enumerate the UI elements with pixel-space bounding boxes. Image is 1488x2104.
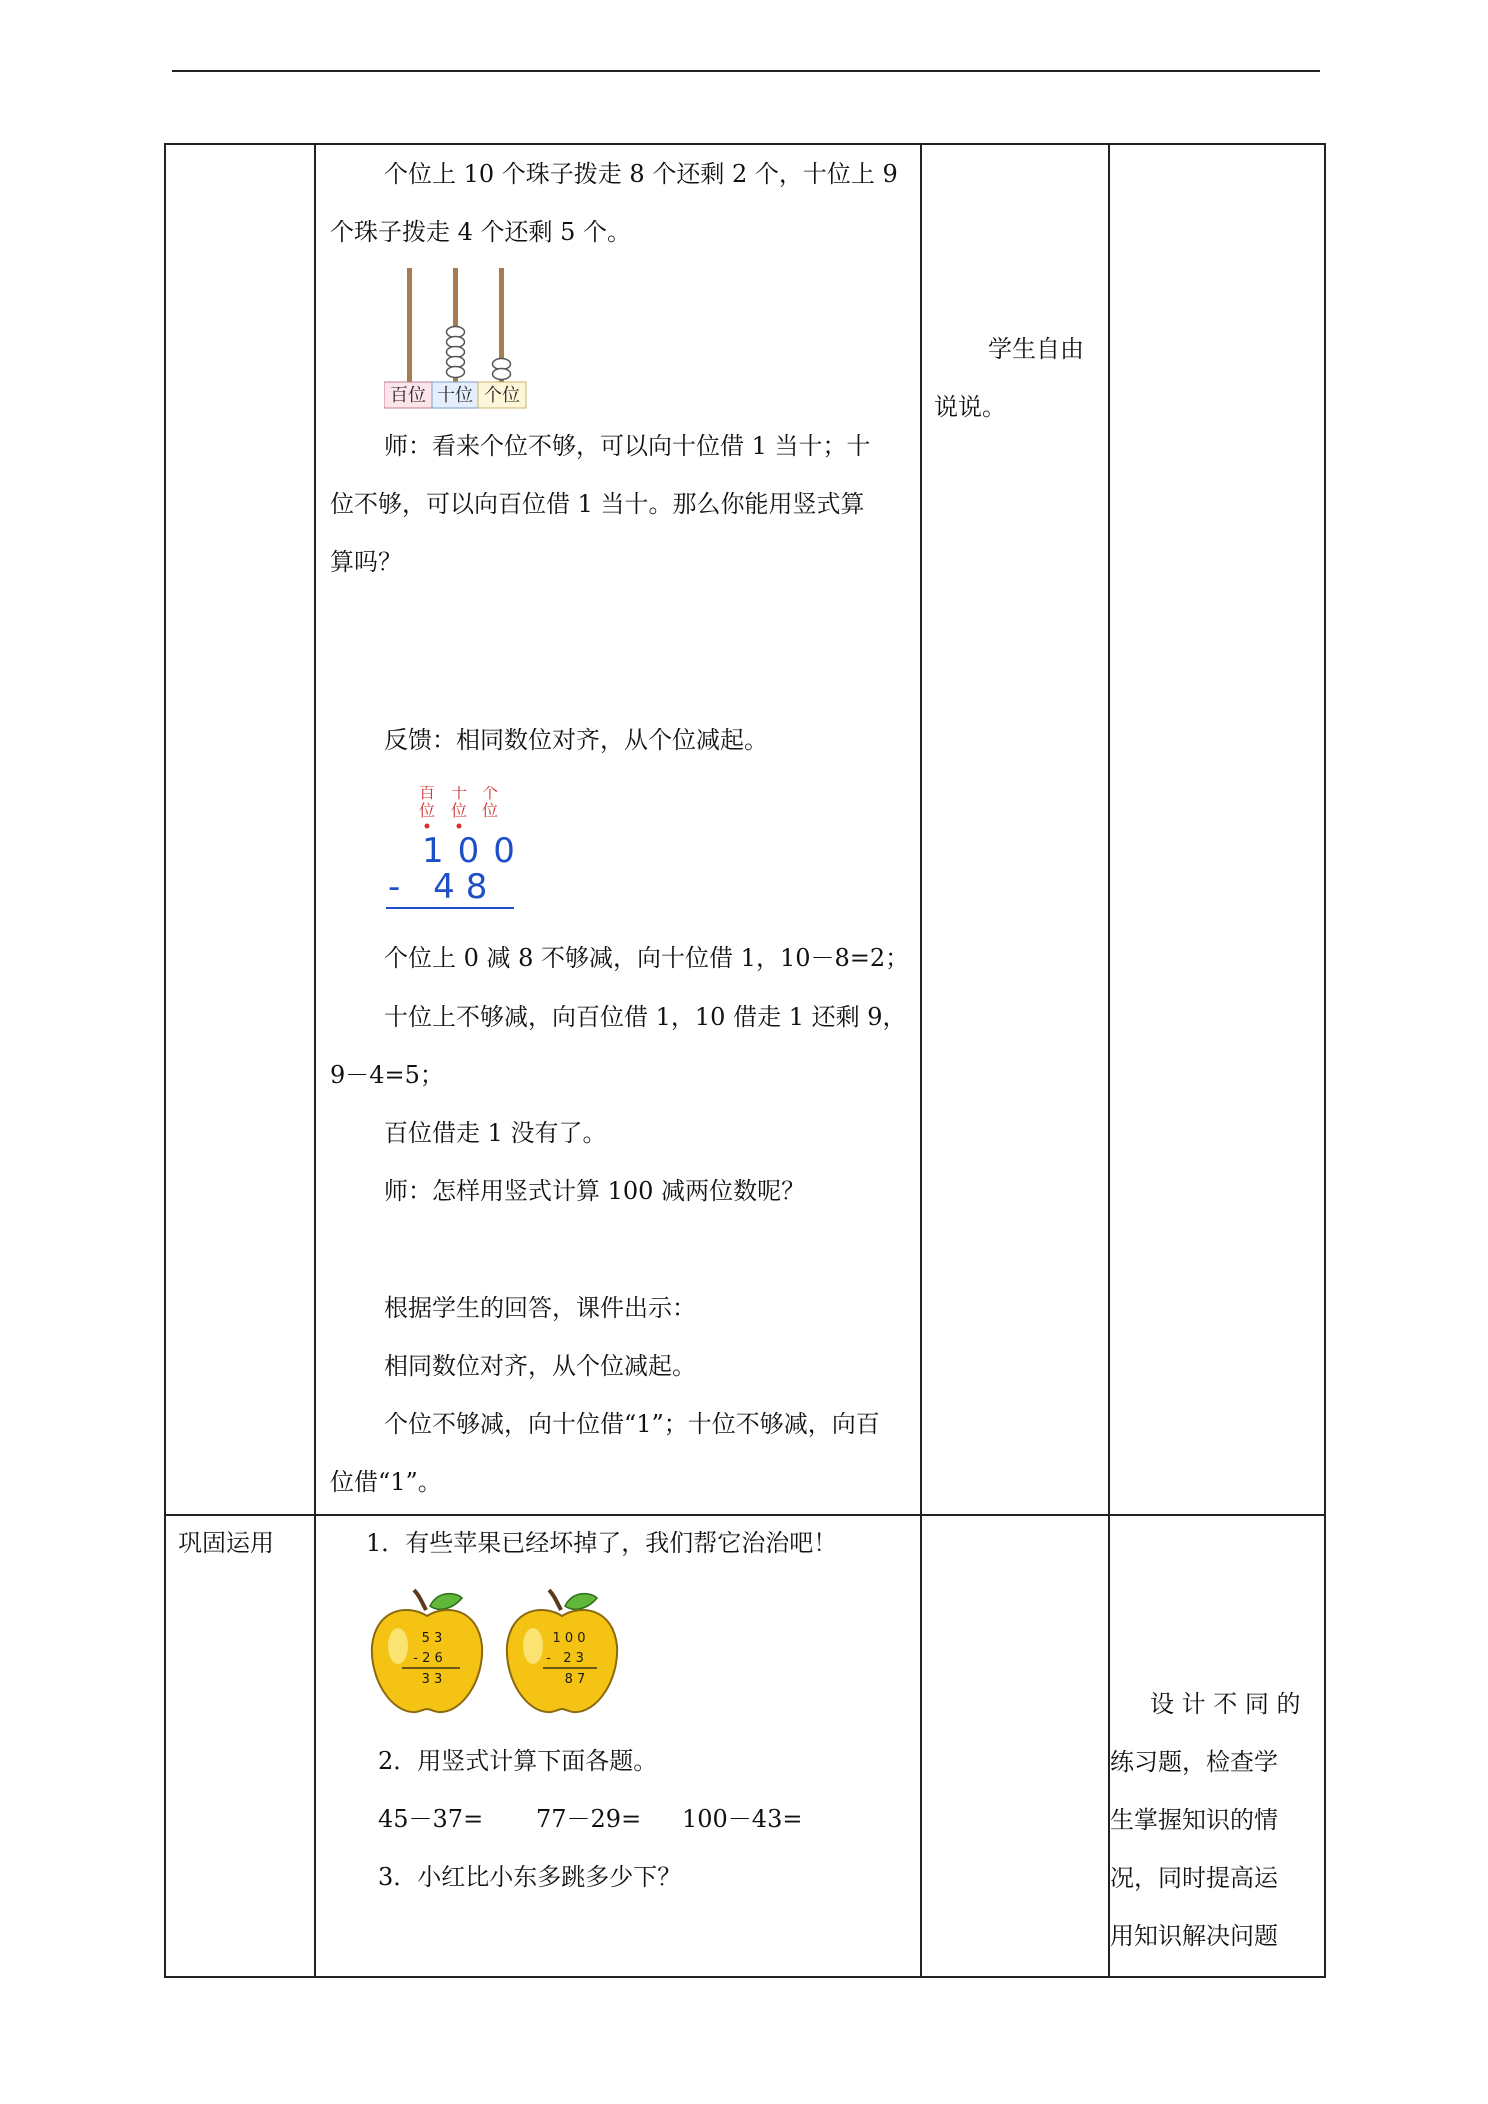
place-label-tens-1: 十 <box>450 786 468 802</box>
problem-3: 100－43= <box>682 1805 803 1833</box>
abacus-label-ones: 个位 <box>484 385 520 406</box>
student-activity-line: 学生自由 <box>988 335 1084 363</box>
abacus-rod-hundreds <box>407 268 412 382</box>
design-intent-line: 况，同时提高运 <box>1110 1864 1278 1892</box>
task-3: 3．小红比小东多跳多少下？ <box>378 1863 682 1891</box>
design-intent-line: 生掌握知识的情 <box>1110 1806 1278 1834</box>
design-intent-line: 用知识解决问题 <box>1110 1922 1278 1950</box>
place-label-tens-2: 位 <box>450 801 468 820</box>
borrow-dot-hundreds <box>425 824 430 829</box>
problem-2: 77－29= <box>536 1805 642 1833</box>
abacus-tens-beads <box>447 327 465 378</box>
row-divider <box>164 1514 1326 1516</box>
column-divider-1 <box>314 143 316 1978</box>
column-divider-2 <box>920 143 922 1978</box>
teacher-question-line: 师：看来个位不够，可以向十位借 1 当十；十 <box>384 432 871 460</box>
rule-line: 位借“1”。 <box>330 1468 442 1496</box>
apple2-result: 8 7 <box>564 1672 586 1687</box>
table-border-left <box>164 143 166 1978</box>
apple1-top: 5 3 <box>421 1631 443 1646</box>
design-intent-line: 练习题，检查学 <box>1110 1748 1278 1776</box>
calc-minuend: 100 <box>422 831 524 871</box>
courseware-intro: 根据学生的回答，课件出示： <box>384 1294 696 1322</box>
apple2-sub: - 2 3 <box>546 1651 584 1666</box>
calc-subtrahend: - 48 <box>388 867 499 907</box>
step-line: 百位借走 1 没有了。 <box>384 1119 607 1147</box>
abacus-ones-beads <box>493 359 511 380</box>
rule-line: 个位不够减，向十位借“1”；十位不够减，向百 <box>384 1410 880 1438</box>
table-border-top <box>164 143 1326 145</box>
task-2: 2．用竖式计算下面各题。 <box>378 1747 658 1775</box>
apple-problem-1 <box>368 1588 486 1718</box>
step-line: 十位上不够减，向百位借 1，10 借走 1 还剩 9， <box>384 1003 907 1031</box>
apple2-top: 1 0 0 <box>552 1631 586 1646</box>
table-border-bottom <box>164 1976 1326 1978</box>
abacus-illustration <box>384 268 530 410</box>
place-label-hundreds-2: 位 <box>418 801 436 820</box>
place-label-hundreds-1: 百 <box>418 786 436 802</box>
place-label-ones-1: 个 <box>481 786 499 802</box>
teacher-question-line: 算吗？ <box>330 548 402 576</box>
apple1-result: 3 3 <box>421 1672 443 1687</box>
place-label-ones-2: 位 <box>481 801 499 820</box>
problem-1: 45－37= <box>378 1805 484 1833</box>
apple-problem-2 <box>503 1588 621 1718</box>
rule-line: 相同数位对齐，从个位减起。 <box>384 1352 696 1380</box>
borrow-dot-tens <box>457 824 462 829</box>
task-1: 1．有些苹果已经坏掉了，我们帮它治治吧！ <box>366 1529 838 1557</box>
abacus-label-hundreds: 百位 <box>390 385 426 406</box>
teacher-question-line: 位不够，可以向百位借 1 当十。那么你能用竖式算 <box>330 490 865 518</box>
step-line: 9－4=5； <box>330 1061 444 1089</box>
design-intent-line: 设 计 不 同 的 <box>1150 1690 1301 1718</box>
teacher-question-2: 师：怎样用竖式计算 100 减两位数呢？ <box>384 1177 806 1205</box>
abacus-label-tens: 十位 <box>437 385 473 406</box>
feedback-line: 反馈：相同数位对齐，从个位减起。 <box>384 726 768 754</box>
table-border-right <box>1324 143 1326 1978</box>
vertical-subtraction-example <box>384 786 524 911</box>
step-line: 个位上 0 减 8 不够减，向十位借 1，10－8=2； <box>384 944 910 972</box>
stage-label: 巩固运用 <box>178 1529 274 1557</box>
apple1-sub: - 2 6 <box>413 1651 443 1666</box>
header-rule <box>172 70 1320 72</box>
student-activity-line: 说说。 <box>934 393 1006 421</box>
para-line: 个珠子拨走 4 个还剩 5 个。 <box>330 218 632 246</box>
para-line: 个位上 10 个珠子拨走 8 个还剩 2 个，十位上 9 <box>384 160 898 188</box>
column-divider-3 <box>1108 143 1110 1978</box>
